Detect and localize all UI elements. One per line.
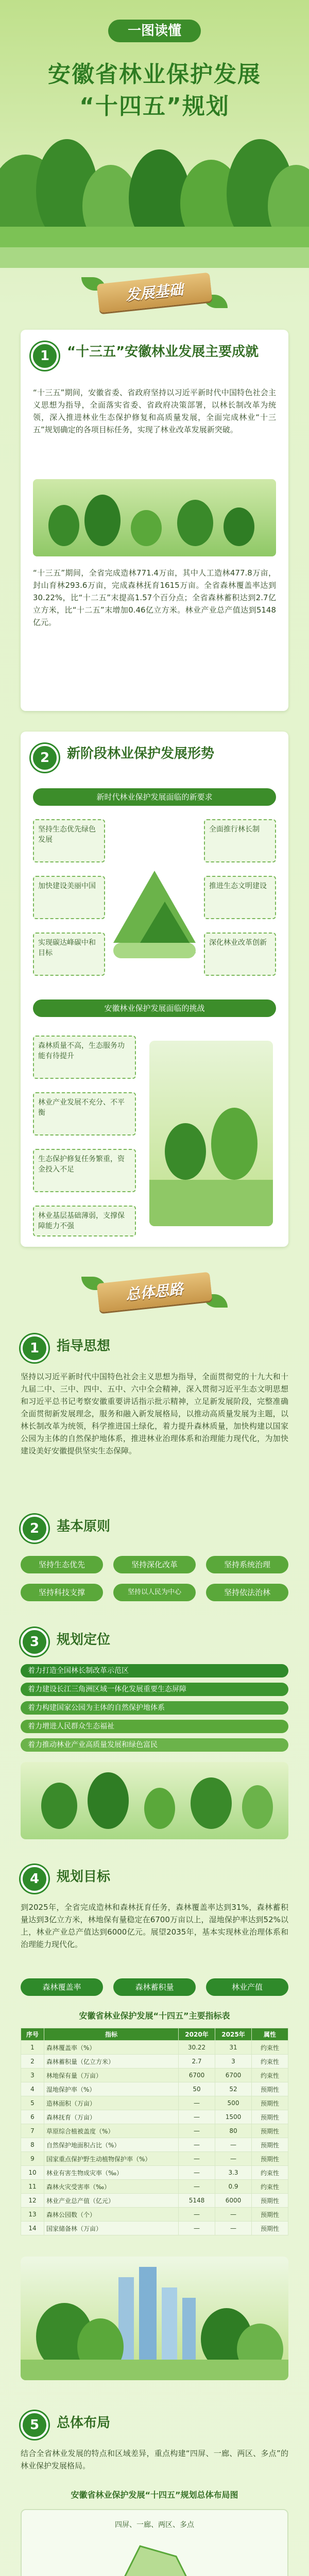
table-cell: — [179,2152,215,2166]
achievements-heading: “十三五”安徽林业发展主要成就 [67,344,259,360]
province-outline [58,2546,248,2576]
table-cell: 50 [179,2082,215,2096]
principle-chip: 坚持深化改革 [113,1556,196,1573]
table-cell: 14 [21,2222,44,2235]
table-body [21,2041,288,2235]
table-cell: 森林抚育（万亩） [44,2110,179,2124]
table-cell: 预期性 [252,2152,288,2166]
table-cell: 国家储备林（万亩） [44,2222,179,2235]
table-cell: 预期性 [252,2110,288,2124]
situation-card [21,732,288,1247]
section-banner-foundation [77,268,232,317]
table-cell: 1500 [215,2110,252,2124]
positioning-item: 着力推动林业产业高质量发展和绿色富民 [21,1738,288,1752]
requirement-tag: 深化林业改革创新 [204,933,276,976]
table-cell: 5 [21,2096,44,2110]
item-number: 4 [21,1865,48,1893]
table-cell: 80 [215,2124,252,2138]
goal-chip: 林业产值 [206,1978,288,1996]
page-title-line2: “十四五”规划 [79,93,230,120]
positioning-item: 着力建设长江三角洲区域一体化发展重要生态屏障 [21,1683,288,1696]
table-row [21,2180,288,2194]
layout-heading: 总体布局 [57,2415,111,2431]
table-cell: 约束性 [252,2069,288,2082]
table-header-cell: 指标 [44,2028,179,2041]
table-row [21,2124,288,2138]
challenge-tag: 林业产业发展不充分、不平衡 [33,1092,136,1136]
table-cell: 12 [21,2194,44,2208]
table-cell: 林地保有量（万亩） [44,2069,179,2082]
guiding-heading: 指导思想 [57,1338,111,1354]
table-cell: 8 [21,2138,44,2152]
achievements-card [21,330,288,711]
table-cell: 2 [21,2055,44,2069]
principle-chip: 坚持系统治理 [206,1556,288,1573]
section-banner-label: 总体思路 [125,1280,184,1303]
table-cell: 预期性 [252,2124,288,2138]
table-cell: 52 [215,2082,252,2096]
table-cell: — [179,2096,215,2110]
goals-heading: 规划目标 [57,1869,111,1885]
positioning-illustration [21,1762,288,1839]
table-cell: 湿地保护率（%） [44,2082,179,2096]
item-number: 1 [31,342,59,370]
table-cell: 国家重点保护野生动植物保护率（%） [44,2152,179,2166]
situation-subheading-2: 安徽林业保护发展面临的挑战 [33,999,276,1017]
principle-chip: 坚持科技支撑 [21,1584,103,1601]
goals-paragraph: 到2025年，全省完成造林和森林抚育任务，森林覆盖率达到31%，森林蓄积量达到3亿立方米，林地保有量稳定在6700万亩以上，湿地保护率达到52%以上，林业产业总产值达到6000亿元。展望2035年，基本实现林业治理体系和治理能力现代化。 [21,1903,288,1949]
table-cell: 11 [21,2180,44,2194]
table-row [21,2166,288,2180]
table-cell: — [179,2208,215,2222]
table-row [21,2055,288,2069]
table-cell: 预期性 [252,2082,288,2096]
layout-paragraph: 结合全省林业发展的特点和区域差异，重点构建“四屏、一廊、两区、多点”的林业保护发展格局。 [21,2449,288,2470]
table-cell: 9 [21,2152,44,2166]
challenge-tag: 林业基层基础薄弱，支撑保障能力不强 [33,1206,136,1236]
principle-chip: 坚持以人民为中心 [113,1584,196,1601]
table-row [21,2110,288,2124]
table-cell: — [215,2208,252,2222]
table-cell: 预期性 [252,2222,288,2235]
situation-subheading-1: 新时代林业保护发展面临的新要求 [33,788,276,806]
challenge-tag: 森林质量不高，生态服务功能有待提升 [33,1036,136,1079]
table-header-cell: 2025年 [215,2028,252,2041]
goal-chip: 森林蓄积量 [113,1978,196,1996]
table-cell: — [179,2166,215,2180]
table-row [21,2222,288,2235]
table-cell: 森林覆盖率（%） [44,2041,179,2055]
table-cell: — [179,2222,215,2235]
item-number: 5 [21,2411,48,2439]
principle-chip: 坚持依法治林 [206,1584,288,1601]
situation-heading: 新阶段林业保护发展形势 [67,746,215,761]
table-row [21,2208,288,2222]
table-cell: 6700 [179,2069,215,2082]
anhui-province-map [22,2536,287,2576]
table-row [21,2082,288,2096]
table-header-cell: 序号 [21,2028,44,2041]
positioning-heading: 规划定位 [57,1632,111,1648]
requirement-tag: 全面推行林长制 [204,819,276,862]
layout-map [21,2509,288,2576]
table-cell: — [215,2222,252,2235]
table-cell: 10 [21,2166,44,2180]
challenge-tag: 生态保护修复任务繁重，资金投入不足 [33,1149,136,1192]
table-cell: 500 [215,2096,252,2110]
table-cell: 31 [215,2041,252,2055]
table-cell: 约束性 [252,2180,288,2194]
table-row [21,2152,288,2166]
table-cell: 3.3 [215,2166,252,2180]
goal-chip: 森林覆盖率 [21,1978,103,1996]
table-row [21,2069,288,2082]
table-row [21,2096,288,2110]
table-cell: 造林面积（万亩） [44,2096,179,2110]
table-header-row [21,2028,288,2041]
section-banner-overall-plan [77,1267,232,1317]
table-cell: 1 [21,2041,44,2055]
table-row [21,2138,288,2152]
table-cell: 约束性 [252,2041,288,2055]
table-cell: — [215,2152,252,2166]
map-legend: 四屏、一廊、两区、多点 [115,2521,194,2529]
table-cell: 0.9 [215,2180,252,2194]
table-cell: 3 [215,2055,252,2069]
challenge-illustration [149,1041,273,1226]
table-cell: 3 [21,2069,44,2082]
table-cell: — [179,2124,215,2138]
table-header-cell: 属性 [252,2028,288,2041]
item-number: 1 [21,1334,48,1362]
indicator-table-title: 安徽省林业保护发展“十四五”主要指标表 [79,2011,230,2021]
table-cell: — [179,2110,215,2124]
table-cell: 6700 [215,2069,252,2082]
table-cell: 森林火灾受害率（‰） [44,2180,179,2194]
requirement-tag: 实现碳达峰碳中和目标 [33,933,105,976]
principle-chip: 坚持生态优先 [21,1556,103,1573]
table-row [21,2041,288,2055]
table-cell: — [179,2180,215,2194]
table-cell: 林业产业总产值（亿元） [44,2194,179,2208]
achievements-paragraph-2: “十三五”期间，全省完成造林771.4万亩，其中人工造林477.8万亩，封山育林293.6万亩，完成森林抚育1615万亩。全省森林覆盖率达到30.22%，比“十二五”末提高1.57个百分点；全省森林蓄积达到2.7亿立方米，比“十二五”末增加0.46亿立方米。林业产业总产值达到5148亿元。 [33,568,276,627]
positioning-item: 着力增进人民群众生态福祉 [21,1720,288,1733]
indicator-table [21,2028,288,2235]
table-cell: 6000 [215,2194,252,2208]
achievements-illustration [33,479,276,556]
table-cell: 6 [21,2110,44,2124]
requirement-tag: 推进生态文明建设 [204,876,276,919]
table-cell: 预期性 [252,2138,288,2152]
table-cell: 预期性 [252,2096,288,2110]
item-number: 2 [21,1515,48,1543]
table-cell: 林业有害生物成灾率（‰） [44,2166,179,2180]
table-cell: 森林蓄积量（亿立方米） [44,2055,179,2069]
achievements-paragraph-1: “十三五”期间，安徽省委、省政府坚持以习近平新时代中国特色社会主义思想为指导，全面落实省委、省政府决策部署，以林长制改革为统领，深入推进林业生态保护修复和高质量发展，全面完成林业“十三五”规划确定的各项目标任务，实现了林业改革发展新突破。 [33,388,276,434]
requirement-tag: 坚持生态优先绿色发展 [33,819,105,862]
city-forest-illustration [21,2257,288,2380]
table-row [21,2194,288,2208]
table-cell: 预期性 [252,2208,288,2222]
table-cell: 7 [21,2124,44,2138]
table-cell: 5148 [179,2194,215,2208]
table-cell: 约束性 [252,2166,288,2180]
principles-heading: 基本原则 [57,1519,111,1534]
guiding-paragraph: 坚持以习近平新时代中国特色社会主义思想为指导，全面贯彻党的十九大和十九届二中、三中、四中、五中、六中全会精神，深入贯彻习近平生态文明思想和习近平总书记考察安徽重要讲话指示批示精神，立足新发展阶段，完整准确全面贯彻新发展理念，服务和融入新发展格局，以推动高质量发展为主题，以林长制改革为统领，科学推进国土绿化，着力提升森林质量，加快构建以国家公园为主体的自然保护地体系，推进林业治理体系和治理能力现代化，为加快建设美好安徽提供坚实生态保障。 [21,1372,288,1455]
table-cell: 2.7 [179,2055,215,2069]
table-cell: 森林公园数（个） [44,2208,179,2222]
item-number: 2 [31,744,59,772]
table-cell: 13 [21,2208,44,2222]
table-cell: 30.22 [179,2041,215,2055]
section-banner-label: 发展基础 [125,281,184,304]
table-cell: 自然保护地面积占比（%） [44,2138,179,2152]
positioning-item: 着力打造全国林长制改革示范区 [21,1664,288,1677]
positioning-item: 着力构建国家公园为主体的自然保护地体系 [21,1701,288,1715]
table-cell: — [179,2138,215,2152]
requirement-tag: 加快建设美丽中国 [33,876,105,919]
table-cell: 草原综合植被盖度（%） [44,2124,179,2138]
table-header-cell: 2020年 [179,2028,215,2041]
table-cell: — [215,2138,252,2152]
table-cell: 预期性 [252,2194,288,2208]
table-cell: 4 [21,2082,44,2096]
mountain-illustration [113,835,196,963]
layout-map-title: 安徽省林业保护发展“十四五”规划总体布局图 [71,2490,238,2500]
item-number: 3 [21,1628,48,1656]
header-ribbon: 一图读懂 [108,20,201,42]
table-cell: 约束性 [252,2055,288,2069]
page-title-line1: 安徽省林业保护发展 [48,61,261,88]
